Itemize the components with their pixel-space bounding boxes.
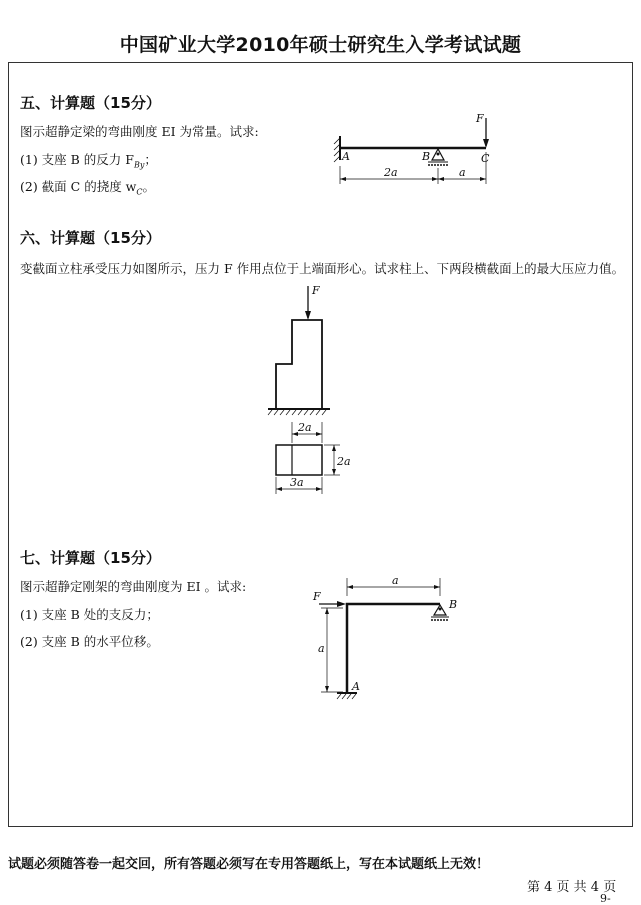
svg-text:a: a	[392, 574, 399, 587]
exam-title: 中国矿业大学2010年硕士研究生入学考试试题	[119, 34, 522, 56]
q7-item-2: (2) 支座 B 的水平位移。	[20, 634, 159, 649]
svg-text:A: A	[342, 150, 350, 163]
q6-heading: 六、计算题（15分）	[20, 229, 161, 247]
svg-text:C: C	[481, 152, 490, 165]
svg-text:A: A	[352, 680, 360, 693]
page-mark: 9-	[600, 892, 611, 905]
svg-text:B: B	[449, 598, 458, 611]
svg-text:B: B	[422, 150, 431, 163]
q5-beam-figure	[328, 108, 498, 198]
q7-frame-figure	[305, 572, 465, 707]
q5-intro: 图示超静定梁的弯曲刚度 EI 为常量。试求:	[20, 124, 259, 139]
svg-text:2a: 2a	[384, 166, 398, 179]
q7-item-1: (1) 支座 B 处的支反力；	[20, 607, 159, 622]
q5-item-2: (2) 截面 C 的挠度 $w_C$。	[20, 179, 156, 197]
q7-intro: 图示超静定刚架的弯曲刚度为 EI 。试求:	[20, 579, 247, 594]
footer-notice: 试题必须随答卷一起交回，所有答题必须写在专用答题纸上，写在本试题纸上无效！	[8, 857, 490, 872]
svg-text:F: F	[313, 590, 321, 603]
svg-text:3a: 3a	[290, 476, 304, 489]
q7-heading: 七、计算题（15分）	[20, 549, 161, 567]
page-number: 第 4 页 共 4 页	[527, 880, 617, 895]
q5-heading: 五、计算题（15分）	[20, 94, 161, 112]
svg-text:F: F	[312, 284, 320, 297]
svg-text:F: F	[476, 112, 484, 125]
svg-text:a: a	[318, 642, 325, 655]
svg-text:2a: 2a	[337, 455, 351, 468]
svg-text:a: a	[459, 166, 466, 179]
q5-item-1: (1) 支座 B 的反力 $F_{By}$；	[20, 152, 157, 170]
q6-text: 变截面立柱承受压力如图所示，压力 F 作用点位于上端面形心。试求柱上、下两段横截面上的最大压应力值。	[20, 261, 625, 276]
q6-column-figure	[262, 282, 372, 502]
svg-text:2a: 2a	[298, 421, 312, 434]
